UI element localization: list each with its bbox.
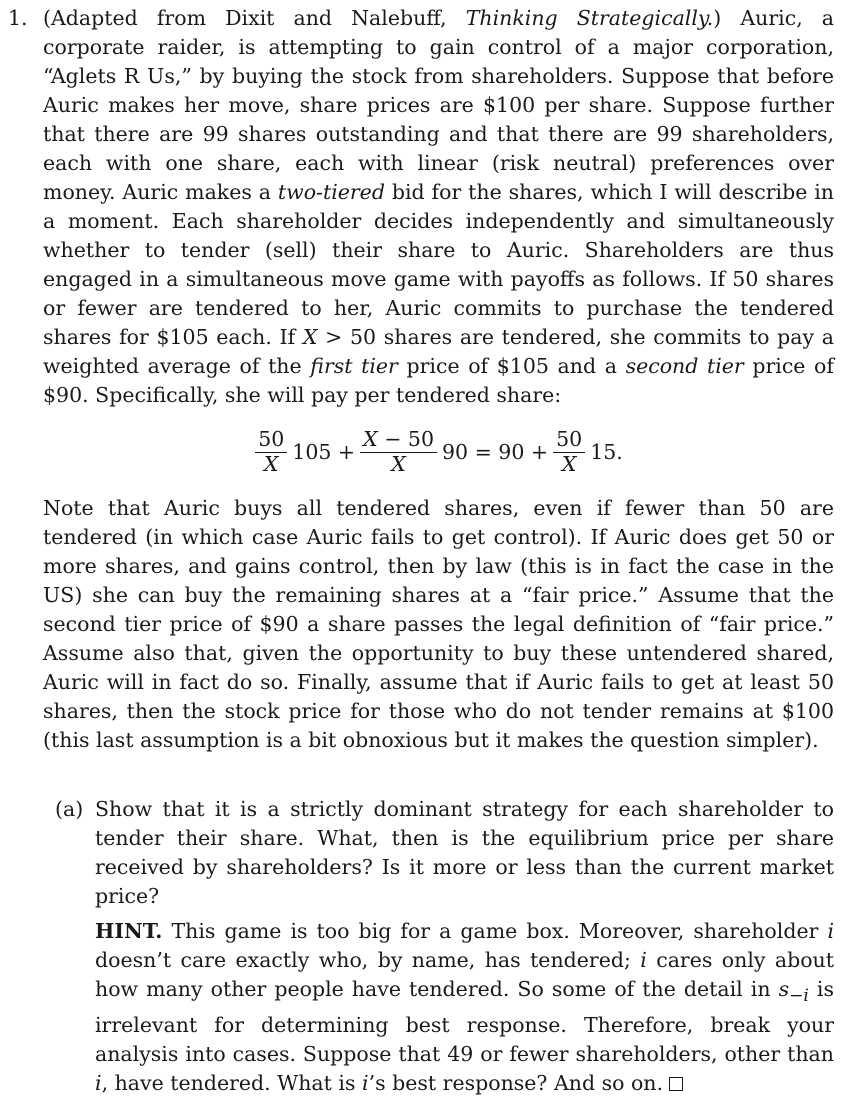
fraction-numerator: X − 50 [360, 428, 437, 453]
problem-number: 1. [8, 6, 28, 30]
book-title: Thinking Strategically. [465, 6, 714, 30]
equation-term-1: 105 + [292, 439, 356, 464]
intro-text-3: > 50 shares are tendered, she commits to pay a weighted average of the [43, 325, 834, 378]
intro-text-2: bid for the shares, which I will describe in a moment. Each shareholder decides independently and simultaneously whether to tender (sell) their share to Auric. Shareholders are thus engaged in a simultaneous move game with payoffs as follows. If 50 shares or fewer are tendered to her, Auric commits to purchase the tendered shares for $105 each. If [43, 180, 834, 349]
problem-body [43, 4, 834, 1098]
intro-text-5: price of $90. Specifically, she will pay per tendered share: [43, 354, 834, 407]
intro-text-1: Auric, a corporate raider, is attempting to gain control of a major corporation, “Aglets R Us,” by buying the stock from shareholders. Suppose that before Auric makes her move, share prices are $100 per share. Suppose further that there are 99 shares outstanding and that there are 99 shareholders, each with one share, each with linear (risk neutral) preferences over money. Auric makes a [43, 6, 835, 204]
problem-intro [43, 4, 834, 410]
first-tier-term: first tier [310, 354, 398, 378]
source-citation-close: ) [713, 6, 722, 30]
equation-term-2: 90 = 90 + [442, 439, 549, 464]
part-a-body [95, 795, 834, 1098]
hint-label: HINT. [95, 919, 163, 943]
fraction-50-over-x-2: $\frac{50}{X}$ [553, 428, 585, 476]
price-equation [43, 424, 834, 480]
variable-x: X [302, 325, 318, 349]
second-tier-term: second tier [625, 354, 744, 378]
problem-1 [8, 4, 834, 1098]
intro-text-4: price of $105 and a [397, 354, 626, 378]
subscript-minus-i: −i [789, 986, 809, 1007]
fraction-x-minus-50-over-x: $\frac{X - 50}{X}$ [360, 428, 437, 476]
equation-term-3: 15. [590, 439, 623, 464]
problem-note: Note that Auric buys all tendered shares, even if fewer than 50 are tendered (in which case Auric fails to get control). If Auric does get 50 or more shares, and gains control, then by law (this is in fact the case in the US) she can buy the remaining shares at a “fair price.” Assume that the second tier price of $90 a share passes the legal definition of “fair price.” Assume also that, given the opportunity to buy these untendered shared, Auric will in fact do so. Finally, assume that if Auric fails to get at least 50 shares, then the stock price for those who do not tender remains at $100 (this last assumption is a bit obnoxious but it makes the question simpler). [43, 496, 834, 752]
variable-i: i [640, 948, 647, 972]
variable-s: s [778, 977, 790, 1001]
variable-i: i [362, 1071, 369, 1096]
part-a-hint: HINT. This game is too big for a game box. Moreover, shareholder i doesn’t care exactly who, by name, has tendered; i cares only about how many other people have tendered. So some of the detail in $s_{-i}$ is irrelevant for determining best response. Therefore, break your analysis into cases. Suppose that 49 or fewer shareholders, other than i, have tendered. What is i’s best response? And so on. [95, 919, 835, 1096]
source-citation-open: (Adapted from Dixit and Nalebuff, [43, 6, 466, 30]
two-tiered-term: two-tiered [277, 180, 385, 204]
qed-box-icon [669, 1077, 683, 1091]
fraction-50-over-x: $\frac{50}{X}$ [255, 428, 287, 476]
variable-i: i [827, 919, 834, 943]
variable-i: i [95, 1071, 102, 1096]
part-a-question: Show that it is a strictly dominant strategy for each shareholder to tender their share. What, then is the equilibrium price per share received by shareholders? Is it more or less than the current market price? [95, 797, 834, 908]
part-a [55, 795, 834, 1098]
part-a-label: (a) [55, 797, 84, 821]
